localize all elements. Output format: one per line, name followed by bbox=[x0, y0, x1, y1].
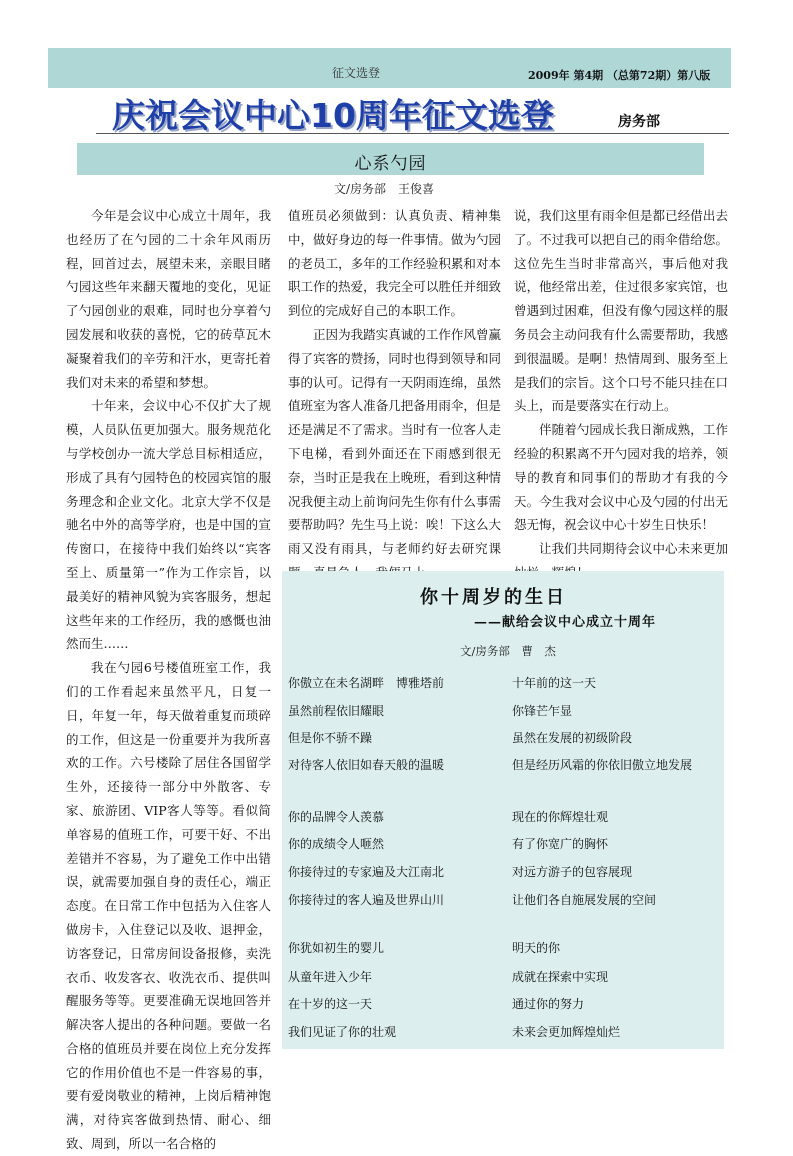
paragraph: 让我们共同期待会议中心未来更加 bbox=[539, 541, 728, 557]
issue-info: 2009年 第4期 （总第72期）第八版 bbox=[528, 69, 711, 82]
banner-rule bbox=[96, 133, 729, 134]
poem-line-left: 虽然前程依旧耀眼 bbox=[288, 704, 385, 718]
poem-line-right: 让他们各自施展发展的空间 bbox=[512, 893, 657, 907]
poem-line-right: 但是经历风霜的你依旧傲立地发展 bbox=[512, 758, 693, 772]
poem-byline: 文/房务部 曹 杰 bbox=[460, 644, 556, 658]
poem-line-right: 通过你的努力 bbox=[512, 997, 585, 1011]
poem-line-right: 你锋芒乍显 bbox=[512, 704, 573, 718]
paragraph: 伴随着勺园成长我日渐成熟，工作经验的积累离不开勺园对我的培养，领导的教育和同事们的帮助才有我的今天。今生我对会议中心及勺园的付出无怨无悔，祝会议中心十岁生日快乐！ bbox=[514, 422, 728, 533]
poem-line-left: 你傲立在未名湖畔 博雅塔前 bbox=[288, 676, 445, 690]
poem-line-left: 你的成绩令人咂然 bbox=[288, 837, 385, 851]
article-column-2 bbox=[288, 204, 501, 564]
banner-title: 庆祝会议中心10周年征文选登 bbox=[112, 96, 554, 135]
poem-line-left: 你接待过的客人遍及世界山川 bbox=[288, 893, 445, 907]
article-byline: 文/房务部 王俊喜 bbox=[334, 182, 435, 196]
paragraph: 我在勺园6号楼值班室工作，我们的工作看起来虽然平凡，日复一日，年复一年，每天做着重复而琐碎的工作，但这是一份重要并为我所喜欢的工作。六号楼除了居住各国留学生外，还接待一部分中外散客、专家、旅游团、VIP客人等等。看似简单容易的值班工作，可要干好、不出差错并不容易，为了避免工作中出错误，就需要加强自身的责任心，端正态度。在日常工作中包括为入住客人做房卡，入住登记以及收、退押金，访客登记，日常房间设备报修，卖洗衣币、收发客衣、收洗衣币、提供叫醒服务等等。更要准确无误地回答并解决客人提出的各种问题。要做一名合格的值班员并要在岗位上充分发挥它的作用价值也不是一件容易的事，要有爱岗敬业的精神，上岗后精神饱满，对待宾客做到热情、耐心、细致、周到，所以一名合格的 bbox=[66, 660, 271, 1152]
poem-line-right: 虽然在发展的初级阶段 bbox=[512, 731, 633, 745]
poem-line-right: 有了你宽广的胸怀 bbox=[512, 837, 609, 851]
section-label: 征文选登 bbox=[332, 66, 381, 80]
poem-line-right: 现在的你辉煌壮观 bbox=[512, 810, 609, 824]
poem-line-left: 但是你不骄不躁 bbox=[288, 731, 373, 745]
poem-line-right: 未来会更加辉煌灿烂 bbox=[512, 1025, 621, 1039]
paragraph: 今年是会议中心成立十周年，我也经历了在勺园的二十余年风雨历程，回首过去，展望未来，亲眼目睹勺园这些年来翻天覆地的变化，见证了勺园创业的艰难，同时也分享着勺园发展和收获的喜悦，它的砖草瓦木凝聚着我们的辛劳和汗水，更寄托着我们对未来的希望和梦想。 bbox=[66, 208, 271, 390]
poem-line-left: 在十岁的这一天 bbox=[288, 997, 373, 1011]
poem-line-left: 对待客人依旧如春天般的温暖 bbox=[288, 758, 445, 772]
paragraph: 正因为我踏实真诚的工作作风曾赢得了宾客的赞扬，同时也得到领导和同事的认可。记得有一天阴雨连绵，虽然值班室为客人准备几把备用雨伞，但是还是满足不了需求。当时有一位客人走下电梯，看到外面还在下雨感到很无奈，当时正是我在上晚班，看到这种情况我便主动上前询问先生你有什么事需要帮助吗？先生马上说：唉！下这么大雨又没有雨具，与老师约好去研究课 bbox=[288, 326, 501, 557]
poem-title: 你十周岁的生日 bbox=[420, 587, 567, 608]
article-column-3 bbox=[514, 204, 728, 564]
article-title: 心系勺园 bbox=[354, 154, 427, 174]
poem-line-left: 从童年进入少年 bbox=[288, 970, 373, 984]
poem-line-right: 明天的你 bbox=[512, 941, 561, 955]
paragraph: 值班员必须做到：认真负责、精神集中，做好身边的每一件事情。做为勺园的老员工，多年的工作经验积累和对本职工作的热爱，我完全可以胜任并细致到位的完成好自己的本职工作。 bbox=[288, 208, 501, 319]
paragraph: 十年来，会议中心不仅扩大了规模，人员队伍更加强大。服务规范化与学校创办一流大学总目标相适应，形成了具有勺园特色的校园宾馆的服务理念和企业文化。北京大学不仅是驰名中外的高等学府，也是中国的宣传窗口，在接待中我们始终以“宾客至上、质量第一”作为工作宗旨，以最美好的精神风貌为宾客服务，想起这些年来的工作经历，我的感慨也油然而生…… bbox=[66, 398, 271, 652]
poem-line-right: 对远方游子的包容展现 bbox=[512, 865, 633, 879]
article-column-1 bbox=[66, 204, 271, 1152]
paragraph: 说，我们这里有雨伞但是都已经借出去了。不过我可以把自己的雨伞借给您。这位先生当时非常高兴，事后他对我说，他经常出差，住过很多家宾馆，也曾遇到过困难，但没有像勺园这样的服务员会主动问我有什么需要帮助，我感到很温暖。是啊！热情周到、服务至上是我们的宗旨。这个口号不能只挂在口头上，而是要落实在行动上。 bbox=[514, 208, 728, 414]
banner-department: 房务部 bbox=[618, 114, 660, 130]
poem-line-left: 我们见证了你的壮观 bbox=[288, 1025, 397, 1039]
poem-line-left: 你接待过的专家遍及大江南北 bbox=[288, 865, 445, 879]
poem-subtitle: ——献给会议中心成立十周年 bbox=[474, 615, 657, 630]
article-title-bar bbox=[77, 143, 704, 175]
poem-box bbox=[282, 571, 724, 1049]
poem-line-left: 你的品牌令人羡慕 bbox=[288, 810, 385, 824]
poem-line-left: 你犹如初生的婴儿 bbox=[288, 941, 385, 955]
poem-line-right: 十年前的这一天 bbox=[512, 676, 597, 690]
poem-line-right: 成就在探索中实现 bbox=[512, 970, 609, 984]
